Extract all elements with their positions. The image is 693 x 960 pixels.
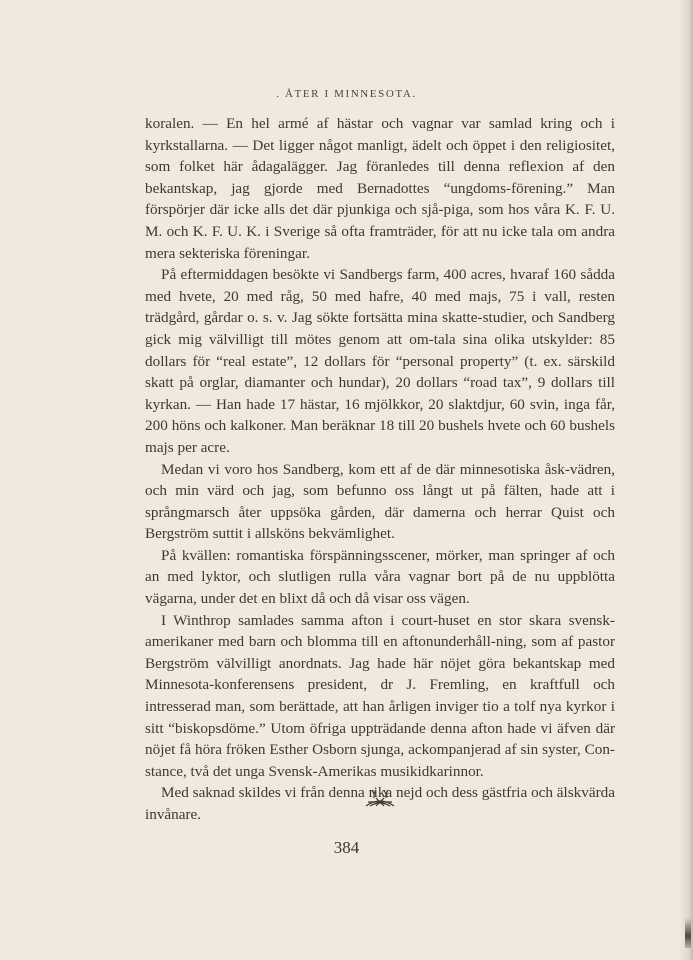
page-number: 384 [333,838,360,857]
paragraph: Medan vi voro hos Sandberg, kom ett af de där minnesotiska åsk-vädren, och min värd och jag, som befunno oss långt ut på fälten, hade att i språngmarsch åter uppsöka gården, där damerna och herrar Quist och Bergström suttit i allsköns bekvämlighet. [145,460,615,543]
paragraph: koralen. — En hel armé af hästar och vagnar var samlad kring och i kyrkstallarna. — Det ligger något manligt, ädelt och öppet i den religiositet, som folket här ådagalägger. Jag föranledes till denna reflexion af den bekantskap, jag gjorde med Bernadottes “ungdoms-förening.” Man förspörjer där icke alls det där pjunkiga och sjå-piga, som hos våra K. F. U. M. och K. F. U. K. i Sverige så ofta framträder, för att nu icke tala om andra mera sekteriska föreningar. [145,115,615,262]
paragraph: I Winthrop samlades samma afton i court-huset en stor skara svensk-amerikaner med barn och blomma till en aftonunderhåll-ning, som af pastor Bergström välvilligt anordnats. Jag hade här nöjet göra bekantskap med Minnesota-konferensens president, dr J. Fremling, en kraftfull och intresserad man, som berättade, att han årligen inviger tio a tolf nya kyrkor i sitt “biskopsdöme.” Utom öfriga uppträdande denna afton hade vi äfven där nöjet få höra fröken Esther Osborn sjunga, ackompanjerad af sin syster, Con-stance, två det unga Svensk-Amerikas musikidkarinnor. [145,611,615,780]
body-text [145,113,615,826]
running-head: . ÅTER I MINNESOTA. [276,88,417,100]
page-edge-shadow [679,0,693,960]
fleuron-ornament-icon [362,786,398,810]
paragraph: På kvällen: romantiska förspänningsscener, mörker, man springer af och an med lyktor, och slutligen rulla våra vagnar bort på de nu uppblötta vägarna, under det en blixt då och då visar oss vägen. [145,546,615,608]
page-edge-mark [685,918,691,948]
paragraph: På eftermiddagen besökte vi Sandbergs farm, 400 acres, hvaraf 160 sådda med hvete, 20 med råg, 50 med hafre, 40 med majs, 75 i vall, resten trädgård, gårdar o. s. v. Jag sökte fortsätta mina skatte-studier, och Sandberg gick mig välvilligt till mötes genom att om-tala sina olika utskylder: 85 dollars för “real estate”, 12 dollars för “personal property” (t. ex. särskild skatt på orglar, diamanter och hundar), 20 dollars “road tax”, 9 dollars till kyrkan. — Han hade 17 hästar, 16 mjölkkor, 20 slaktdjur, 60 svin, inga får, 200 höns och kalkoner. Man beräknar 18 till 20 bushels hvete och 60 bushels majs per acre. [145,266,615,456]
paragraph: Med saknad skildes vi från denna rika nejd och dess gästfria och älskvärda invånare. [145,784,615,823]
